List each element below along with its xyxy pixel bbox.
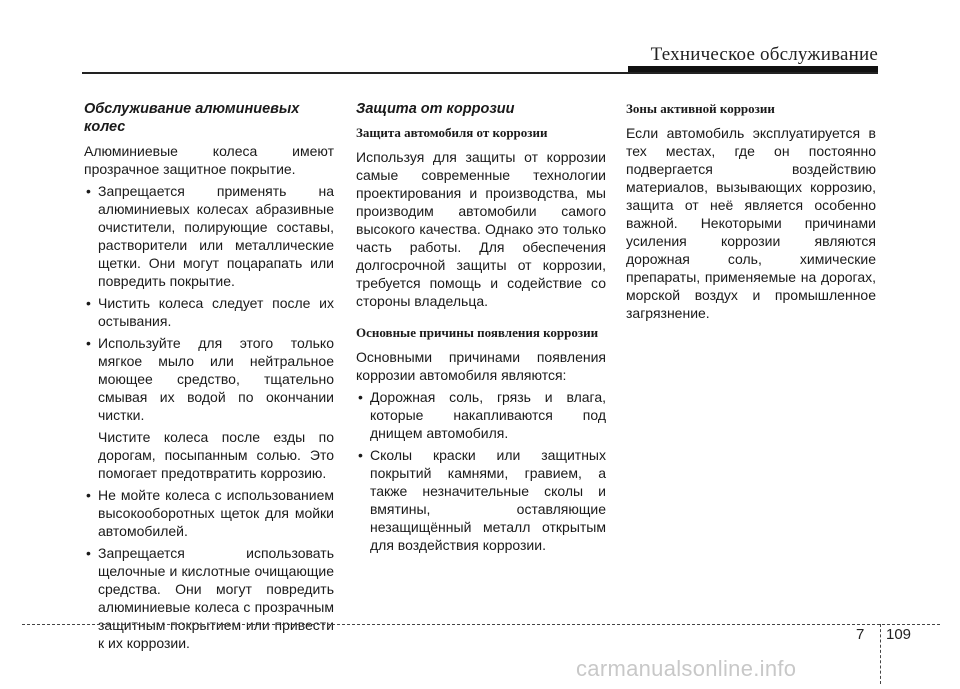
subheading-corrosion-causes: Основные причины появления коррозии xyxy=(356,325,599,340)
corrosion-para-2: Основными причинами появления коррозии автомобиля являются: xyxy=(356,349,606,383)
page-header-title: Техническое обслуживание xyxy=(650,44,878,65)
section-heading-wheel-care: Обслуживание алюминиевых колес xyxy=(84,101,300,135)
list-item: • Используйте для этого только мягкое мыло или нейтральное моющее средство, тщательно смывая их водой по окончании чистки. xyxy=(84,334,334,424)
subheading-vehicle-protection: Защита автомобиля от коррозии xyxy=(356,125,548,140)
wheel-care-list xyxy=(84,182,334,424)
column-wheel-care xyxy=(84,100,334,656)
list-item: • Дорожная соль, грязь и влага, которые накапливаются под днищем автомобиля. xyxy=(356,388,606,442)
section-heading-corrosion: Защита от коррозии xyxy=(356,101,515,117)
wheel-care-intro: Алюминиевые колеса имеют прозрачное защитное покрытие. xyxy=(84,143,334,177)
column-corrosion-protection xyxy=(356,100,606,558)
page-number: 109 xyxy=(886,626,912,643)
header-rule-bold xyxy=(628,66,878,72)
watermark-text: carmanualsonline.info xyxy=(576,656,797,681)
chapter-number: 7 xyxy=(856,626,865,643)
header-rule xyxy=(82,72,878,74)
wheel-care-list-2 xyxy=(84,486,334,652)
list-item: • Чистить колеса следует после их остывания. xyxy=(84,294,334,330)
list-item: • Запрещается применять на алюминиевых колесах абразивные очистители, полирующие составы, растворители или металлические щетки. Они могут поцарапать или повредить покрытие. xyxy=(84,182,334,290)
subheading-active-corrosion: Зоны активной коррозии xyxy=(626,101,775,116)
footer-divider xyxy=(880,624,881,684)
list-item: • Сколы краски или защитных покрытий камнями, гравием, а также незначительные сколы и вмятины, оставляющие незащищённый металл открытым для воздействия коррозии. xyxy=(356,446,606,554)
column-active-corrosion xyxy=(626,100,876,326)
list-item: • Запрещается использовать щелочные и кислотные очищающие средства. Они могут повредить алюминиевые колеса с прозрачным защитным покрытием или привести к их коррозии. xyxy=(84,544,334,652)
list-item: • Не мойте колеса с использованием высокооборотных щеток для мойки автомобилей. xyxy=(84,486,334,540)
wheel-care-note: Чистите колеса после езды по дорогам, посыпанным солью. Это помогает предотвратить коррозию. xyxy=(98,429,334,481)
corrosion-causes-list xyxy=(356,388,606,554)
corrosion-para-1: Используя для защиты от коррозии самые современные технологии проектирования и производства, мы производим автомобили самого высокого качества. Однако это только часть работы. Для обеспечения долгосрочной защиты от коррозии, требуется помощь и содействие со стороны владельца. xyxy=(356,149,606,309)
footer-rule xyxy=(22,624,940,625)
active-corrosion-para: Если автомобиль эксплуатируется в тех местах, где он постоянно подвергается воздействию материалов, вызывающих коррозию, защита от неё является особенно важной. Некоторыми причинами усиления коррозии являются дорожная соль, химические препараты, применяемые на дорогах, морской воздух и промышленное загрязнение. xyxy=(626,125,876,321)
